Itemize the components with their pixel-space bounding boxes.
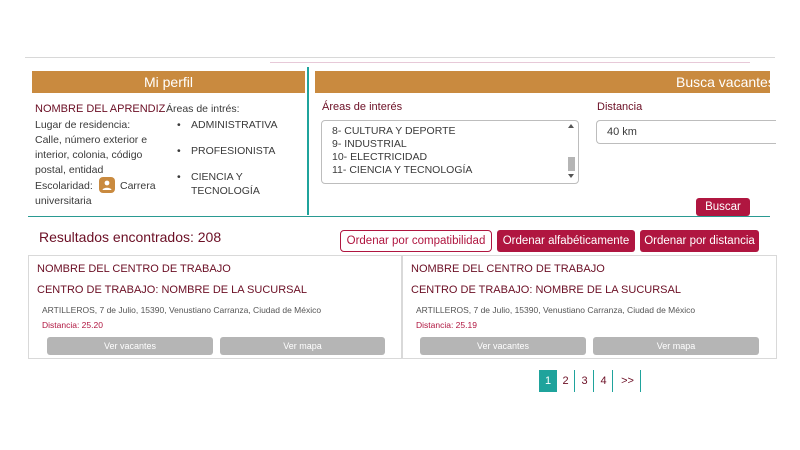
areas-label: Áreas de interés: [322, 101, 403, 113]
view-map-button[interactable]: [220, 337, 385, 355]
page-4[interactable]: 4: [595, 370, 613, 392]
distance-field[interactable]: [596, 120, 776, 144]
top-divider: [25, 57, 775, 58]
residence-line-3: postal, entidad: [35, 164, 104, 176]
profile-name: NOMBRE DEL APRENDIZ: [35, 103, 166, 115]
scroll-thumb[interactable]: [568, 157, 575, 171]
search-button-label: Buscar: [705, 201, 741, 213]
search-header: [315, 71, 775, 93]
scroll-up-icon[interactable]: [568, 124, 574, 128]
results-count: Resultados encontrados: 208: [39, 229, 222, 245]
page-next[interactable]: >>: [615, 370, 641, 392]
sort-alpha-button[interactable]: [497, 230, 635, 252]
interest-item-continued: TECNOLOGÍA: [191, 185, 260, 197]
card-branch-name: CENTRO DE TRABAJO: NOMBRE DE LA SUCURSAL: [411, 284, 681, 296]
page-1[interactable]: 1: [539, 370, 557, 392]
card-distance: Distancia: 25.19: [416, 320, 477, 330]
interest-item: • CIENCIA Y: [177, 170, 307, 184]
profile-title: Mi perfil: [143, 74, 193, 90]
education-label: Escolaridad:: [35, 180, 93, 192]
areas-option[interactable]: 11- CIENCIA Y TECNOLOGÍA: [332, 164, 473, 176]
search-button[interactable]: [696, 198, 750, 216]
view-map-button[interactable]: [593, 337, 759, 355]
distance-label: Distancia: [597, 101, 643, 113]
graduation-icon: [99, 177, 115, 193]
profile-interests-label: Áreas de intrés:: [166, 103, 240, 115]
view-vacancies-button[interactable]: [420, 337, 586, 355]
sort-compat-button[interactable]: [340, 230, 492, 252]
page-3[interactable]: 3: [576, 370, 594, 392]
distance-value: 40 km: [607, 126, 637, 138]
result-card: [28, 255, 402, 359]
card-center-name: NOMBRE DEL CENTRO DE TRABAJO: [37, 263, 231, 275]
areas-option[interactable]: 9- INDUSTRIAL: [332, 138, 407, 150]
section-divider: [28, 216, 770, 217]
view-map-label: Ver mapa: [656, 341, 696, 351]
interest-item: • ADMINISTRATIVA: [177, 118, 307, 132]
residence-line-2: interior, colonia, código: [35, 149, 143, 161]
view-vacancies-label: Ver vacantes: [476, 341, 530, 351]
sort-distance-button[interactable]: [640, 230, 759, 252]
listbox-scrollbar[interactable]: [567, 123, 576, 179]
education-value: Carrera: [120, 180, 156, 192]
view-vacancies-label: Ver vacantes: [103, 341, 157, 351]
profile-header: [32, 71, 305, 93]
card-center-name: NOMBRE DEL CENTRO DE TRABAJO: [411, 263, 605, 275]
card-address: ARTILLEROS, 7 de Julio, 15390, Venustiano Carranza, Ciudad de México: [42, 305, 322, 315]
page-2[interactable]: 2: [557, 370, 575, 392]
interest-item: • PROFESIONISTA: [177, 144, 307, 158]
card-branch-name: CENTRO DE TRABAJO: NOMBRE DE LA SUCURSAL: [37, 284, 307, 296]
areas-option[interactable]: 8- CULTURA Y DEPORTE: [332, 125, 456, 137]
top-divider-pink: [270, 62, 750, 63]
residence-label: Lugar de residencia:: [35, 119, 131, 131]
card-address: ARTILLEROS, 7 de Julio, 15390, Venustiano Carranza, Ciudad de México: [416, 305, 696, 315]
result-card: [402, 255, 777, 359]
scroll-down-icon[interactable]: [568, 174, 574, 178]
sort-alpha-label: Ordenar alfabéticamente: [502, 235, 630, 247]
panel-divider: [307, 67, 309, 215]
areas-listbox[interactable]: [321, 120, 579, 184]
sort-distance-label: Ordenar por distancia: [644, 235, 755, 247]
search-title: Busca vacantes: [676, 74, 775, 90]
sort-compat-label: Ordenar por compatibilidad: [346, 235, 486, 247]
residence-line-1: Calle, número exterior e: [35, 134, 148, 146]
areas-option[interactable]: 10- ELECTRICIDAD: [332, 151, 428, 163]
interests-list: [177, 118, 307, 184]
view-map-label: Ver mapa: [283, 341, 322, 351]
view-vacancies-button[interactable]: [47, 337, 213, 355]
education-value-2: universitaria: [35, 195, 92, 207]
card-distance: Distancia: 25.20: [42, 320, 103, 330]
